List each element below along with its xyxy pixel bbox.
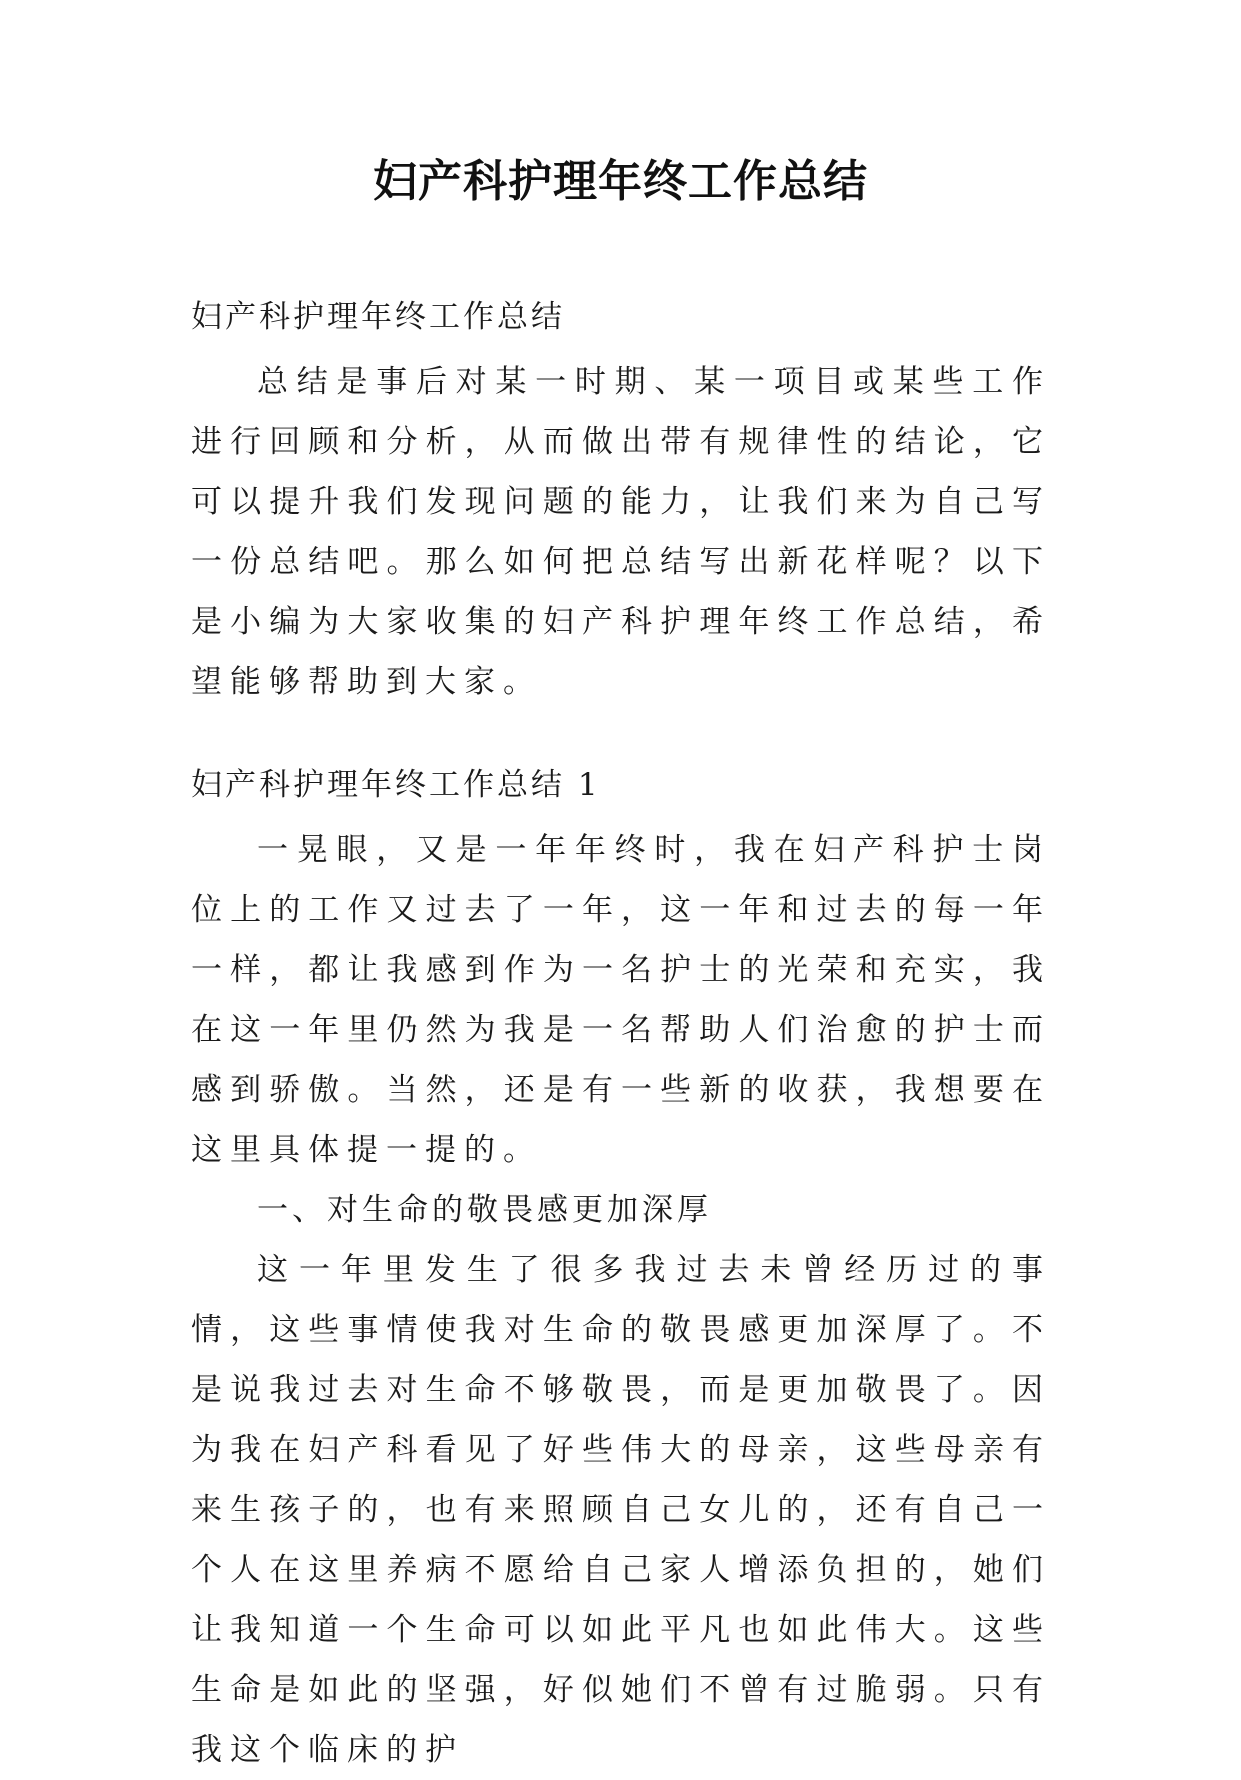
section-1-paragraph-1: 一晃眼，又是一年年终时，我在妇产科护士岗位上的工作又过去了一年，这一年和过去的每一年一样，都让我感到作为一名护士的光荣和充实，我在这一年里仍然为我是一名帮助人们治愈的护士而感到骄傲。当然，还是有一些新的收获，我想要在这里具体提一提的。	[191, 832, 1051, 1168]
section-1-subheading-1: 一、对生命的敬畏感更加深厚	[257, 1192, 712, 1228]
intro-paragraph: 总结是事后对某一时期、某一项目或某些工作进行回顾和分析，从而做出带有规律性的结论，它可以提升我们发现问题的能力，让我们来为自己写一份总结吧。那么如何把总结写出新花样呢？以下是小编为大家收集的妇产科护理年终工作总结，希望能够帮助到大家。	[191, 364, 1051, 700]
section-1	[191, 760, 1051, 1780]
intro-heading: 妇产科护理年终工作总结	[191, 299, 565, 335]
section-1-heading: 妇产科护理年终工作总结 1	[191, 767, 601, 803]
document-title: 妇产科护理年终工作总结	[373, 156, 868, 207]
section-1-paragraph-2: 这一年里发生了很多我过去未曾经历过的事情，这些事情使我对生命的敬畏感更加深厚了。不是说我过去对生命不够敬畏，而是更加敬畏了。因为我在妇产科看见了好些伟大的母亲，这些母亲有来生孩子的，也有来照顾自己女儿的，还有自己一个人在这里养病不愿给自己家人增添负担的，她们让我知道一个生命可以如此平凡也如此伟大。这些生命是如此的坚强，好似她们不曾有过脆弱。只有我这个临床的护	[191, 1252, 1051, 1768]
intro-section	[191, 292, 1051, 712]
